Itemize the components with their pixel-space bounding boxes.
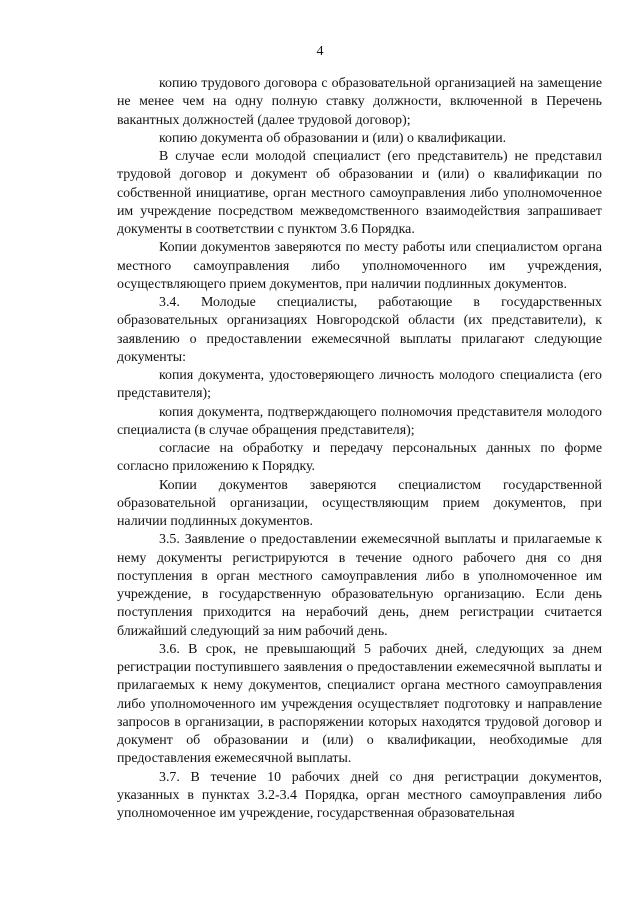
paragraph-employment-contract-copy: копию трудового договора с образовательной организацией на замещение не менее чем на одну полную ставку должности, включенной в Перечень вакантных должностей (далее трудовой договор); bbox=[117, 76, 602, 128]
paragraph-interagency-request: В случае если молодой специалист (его представитель) не представил трудовой договор и документ об образовании и (или) о квалификации по собственной инициативе, орган местного самоуправления либо уполномоченное им учреждение посредством межведомственного взаимодействия запрашивает документы в соответствии с пунктом 3.6 Порядка. bbox=[117, 149, 602, 237]
page-number: 4 bbox=[316, 44, 324, 59]
paragraph-identity-document-copy: копия документа, удостоверяющего личность молодого специалиста (его представителя); bbox=[117, 368, 602, 402]
document-body bbox=[117, 75, 602, 823]
paragraph-personal-data-consent: согласие на обработку и передачу персональных данных по форме согласно приложению к Порядку. bbox=[117, 441, 602, 475]
paragraph-state-organization-certification: Копии документов заверяются специалистом государственной образовательной организации, осуществляющим прием документов, при наличии подлинных документов. bbox=[117, 477, 602, 529]
paragraph-representative-authority-copy: копия документа, подтверждающего полномочия представителя молодого специалиста (в случае обращения представителя); bbox=[117, 404, 602, 438]
paragraph-clause-3-6: 3.6. В срок, не превышающий 5 рабочих дней, следующих за днем регистрации поступившего заявления о предоставлении ежемесячной выплаты и прилагаемых к нему документов, специалист органа местного самоуправления либо уполномоченного им учреждения осуществляет подготовку и направление запросов в организации, в распоряжении которых находятся трудовой договор и документ об образовании и (или) о квалификации, необходимые для предоставления ежемесячной выплаты. bbox=[117, 641, 602, 767]
paragraph-education-document-copy: копию документа об образовании и (или) о квалификации. bbox=[159, 130, 507, 146]
paragraph-clause-3-7: 3.7. В течение 10 рабочих дней со дня регистрации документов, указанных в пунктах 3.2-3.4 Порядка, орган местного самоуправления либо уполномоченное им учреждение, государственная образовательная bbox=[117, 769, 602, 821]
paragraph-clause-3-5: 3.5. Заявление о предоставлении ежемесячной выплаты и прилагаемые к нему документы регистрируются в течение одного рабочего дня со дня поступления в орган местного самоуправления либо в уполномоченное им учреждение, в государственную образовательную организацию. Если день поступления приходится на нерабочий день, днем регистрации считается ближайший следующий за ним рабочий день. bbox=[117, 532, 602, 639]
paragraph-copies-certification: Копии документов заверяются по месту работы или специалистом органа местного самоуправления либо уполномоченного им учреждения, осуществляющего прием документов, при наличии подлинных документов. bbox=[117, 240, 602, 292]
paragraph-clause-3-4: 3.4. Молодые специалисты, работающие в государственных образовательных организациях Новгородской области (их представители), к заявлению о предоставлении ежемесячной выплаты прилагают следующие документы: bbox=[117, 295, 602, 365]
